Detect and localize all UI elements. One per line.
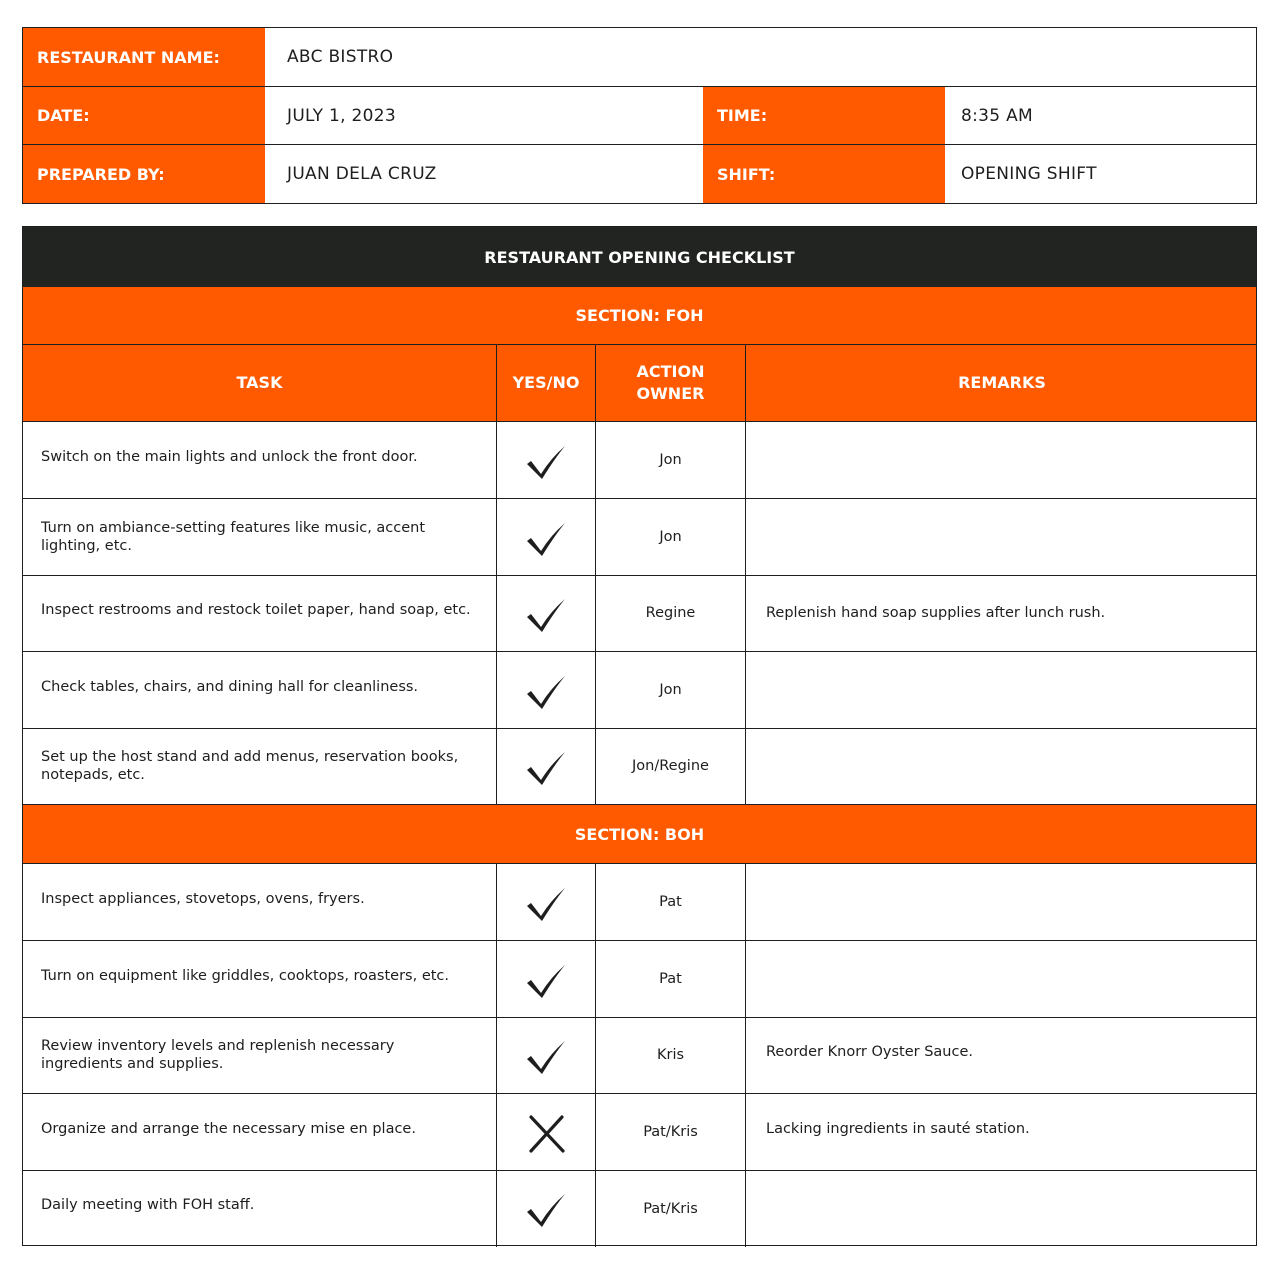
action-owner-cell: Pat/Kris — [596, 1094, 746, 1170]
cross-icon — [525, 1114, 567, 1154]
yes-no-cell — [497, 1170, 596, 1247]
prepared-by-label: PREPARED BY: — [23, 145, 265, 203]
shift-value: OPENING SHIFT — [961, 164, 1097, 184]
column-header-owner: ACTION OWNER — [596, 345, 746, 421]
opening-checklist — [22, 226, 1257, 1246]
check-icon — [525, 672, 567, 712]
yes-no-cell — [497, 941, 596, 1017]
task-cell — [23, 864, 497, 940]
action-owner-cell: Jon — [596, 652, 746, 728]
task-text: Organize and arrange the necessary mise en place. — [41, 1120, 416, 1137]
check-icon — [525, 519, 567, 559]
action-owner-cell: Regine — [596, 575, 746, 651]
date-value: JULY 1, 2023 — [287, 105, 396, 126]
task-cell — [23, 422, 497, 498]
column-header-yes-no: YES/NO — [497, 345, 596, 421]
action-owner-cell: Pat — [596, 941, 746, 1017]
restaurant-name-value: ABC BISTRO — [287, 47, 394, 67]
action-owner-cell: Jon — [596, 499, 746, 575]
info-row-date — [23, 87, 1256, 145]
task-cell — [23, 499, 497, 575]
table-row — [23, 499, 1256, 576]
check-icon — [525, 884, 567, 924]
remarks-cell — [746, 575, 1258, 651]
table-row — [23, 1170, 1256, 1247]
restaurant-name-label: RESTAURANT NAME: — [23, 28, 265, 86]
info-row-prepared — [23, 145, 1256, 203]
action-owner-cell: Pat/Kris — [596, 1170, 746, 1247]
check-icon — [525, 1037, 567, 1077]
date-label: DATE: — [23, 87, 265, 144]
remarks-cell — [746, 1170, 1258, 1247]
remarks-cell — [746, 652, 1258, 728]
task-text: Set up the host stand and add menus, reservation books, notepads, etc. — [41, 749, 459, 784]
task-cell — [23, 1094, 497, 1170]
time-label: TIME: — [703, 87, 945, 144]
task-text: Review inventory levels and replenish necessary ingredients and supplies. — [41, 1038, 395, 1073]
prepared-by-value: JUAN DELA CRUZ — [287, 164, 437, 184]
remarks-cell — [746, 864, 1258, 940]
action-owner-cell: Kris — [596, 1017, 746, 1093]
shift-label: SHIFT: — [703, 145, 945, 203]
yes-no-cell — [497, 575, 596, 651]
check-icon — [525, 748, 567, 788]
yes-no-cell — [497, 422, 596, 498]
task-cell — [23, 1017, 497, 1093]
task-text: Turn on equipment like griddles, cooktops, roasters, etc. — [41, 967, 450, 984]
task-text: Check tables, chairs, and dining hall for cleanliness. — [41, 678, 419, 695]
task-cell — [23, 652, 497, 728]
task-text: Daily meeting with FOH staff. — [41, 1197, 255, 1214]
action-owner-cell: Jon — [596, 422, 746, 498]
table-row — [23, 1017, 1256, 1094]
time-value: 8:35 AM — [961, 105, 1033, 126]
remarks-text: Reorder Knorr Oyster Sauce. — [766, 1044, 973, 1061]
table-row — [23, 652, 1256, 729]
column-headers — [23, 345, 1256, 422]
task-text: Inspect appliances, stovetops, ovens, fryers. — [41, 891, 365, 907]
table-row — [23, 1094, 1256, 1171]
checklist-title: RESTAURANT OPENING CHECKLIST — [23, 227, 1256, 287]
check-icon — [525, 442, 567, 482]
column-header-task: TASK — [23, 345, 497, 421]
remarks-cell — [746, 422, 1258, 498]
check-icon — [525, 1190, 567, 1230]
task-text: Switch on the main lights and unlock the front door. — [41, 449, 418, 465]
table-row — [23, 422, 1256, 499]
remarks-cell — [746, 1017, 1258, 1093]
remarks-cell — [746, 1094, 1258, 1170]
task-cell — [23, 575, 497, 651]
check-icon — [525, 595, 567, 635]
table-row — [23, 728, 1256, 805]
table-row — [23, 941, 1256, 1018]
task-cell — [23, 728, 497, 804]
info-row-restaurant — [23, 28, 1256, 87]
remarks-cell — [746, 499, 1258, 575]
column-header-remarks: REMARKS — [958, 373, 1046, 392]
section-header-boh: SECTION: BOH — [23, 805, 1256, 864]
remarks-cell — [746, 941, 1258, 1017]
check-icon — [525, 961, 567, 1001]
action-owner-cell: Jon/Regine — [596, 728, 746, 804]
yes-no-cell — [497, 1094, 596, 1170]
yes-no-cell — [497, 652, 596, 728]
yes-no-cell — [497, 864, 596, 940]
yes-no-cell — [497, 1017, 596, 1093]
remarks-text: Lacking ingredients in sauté station. — [766, 1120, 1030, 1137]
task-cell — [23, 1170, 497, 1247]
table-row — [23, 575, 1256, 652]
remarks-text: Replenish hand soap supplies after lunch rush. — [766, 605, 1106, 622]
yes-no-cell — [497, 499, 596, 575]
restaurant-info — [22, 27, 1257, 204]
task-cell — [23, 941, 497, 1017]
task-text: Inspect restrooms and restock toilet paper, hand soap, etc. — [41, 602, 471, 619]
remarks-cell — [746, 728, 1258, 804]
table-row — [23, 864, 1256, 941]
action-owner-cell: Pat — [596, 864, 746, 940]
section-header-foh: SECTION: FOH — [23, 287, 1256, 345]
yes-no-cell — [497, 728, 596, 804]
task-text: Turn on ambiance-setting features like music, accent lighting, etc. — [41, 519, 426, 554]
